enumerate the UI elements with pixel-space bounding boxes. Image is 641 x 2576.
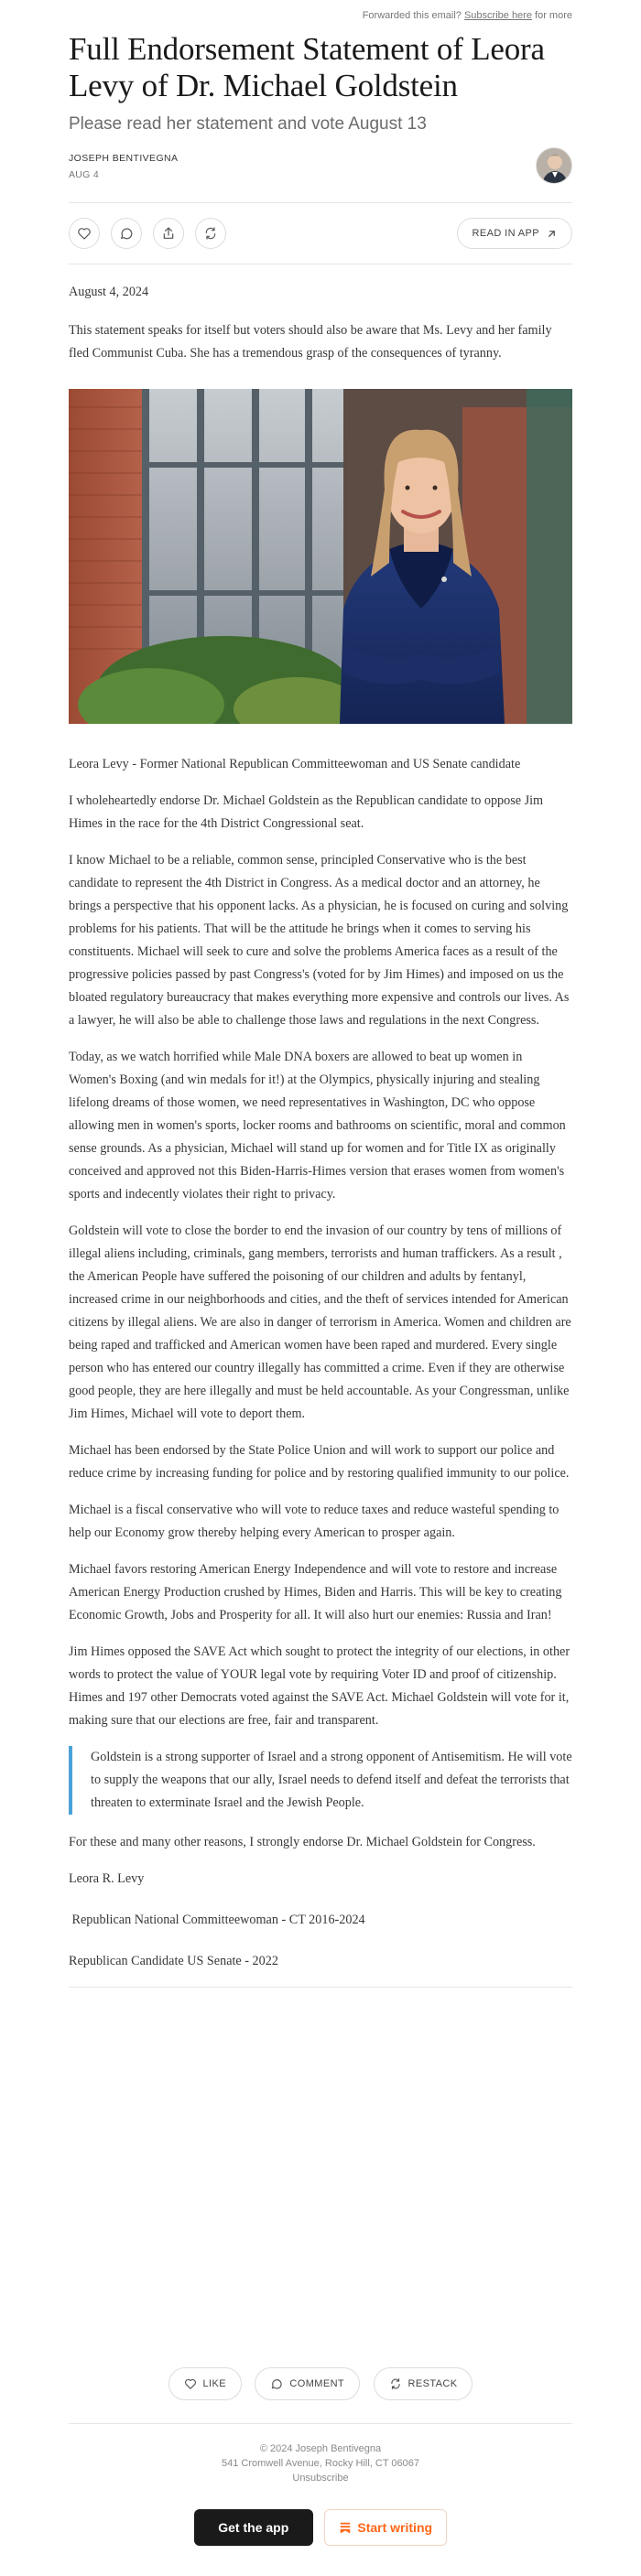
footer-actions <box>0 2367 641 2400</box>
date-line: August 4, 2024 <box>69 285 149 299</box>
portrait-image <box>69 389 572 724</box>
photo-caption: Leora Levy - Former National Republican Committeewoman and US Senate candidate <box>69 757 521 771</box>
post-subtitle: Please read her statement and vote August 13 <box>69 114 427 134</box>
paragraph: For these and many other reasons, I strongly endorse Dr. Michael Goldstein for Congress. <box>69 1835 536 1849</box>
paragraph: Michael favors restoring American Energy Independence and will vote to restore and increase American Energy Production crushed by Himes, Biden and Harris. This will be key to creating Economic Growth, Jobs and Prosperity for all. It will also hurt our enemies: Russia and Iran! <box>69 1562 562 1622</box>
signature-candidate: Republican Candidate US Senate - 2022 <box>69 1954 278 1968</box>
heart-icon <box>77 226 92 241</box>
start-writing-label: Start writing <box>357 2520 433 2535</box>
post-title[interactable]: Full Endorsement Statement of Leora Levy of Dr. Michael Goldstein <box>69 31 545 103</box>
paragraph: Jim Himes opposed the SAVE Act which sought to protect the integrity of our elections, in other words to protect the value of YOUR legal vote by requiring Voter ID and proof of citizenship. Himes and 197 other Democrats voted against the SAVE Act. Michael Goldstein will vote for it, making sure that our elections are free, fair and transparent. <box>69 1644 570 1728</box>
portrait-photo[interactable] <box>69 389 572 724</box>
substack-logo-icon <box>339 2521 352 2534</box>
author-name[interactable]: JOSEPH BENTIVEGNA <box>69 153 179 164</box>
footer-comment-button[interactable] <box>255 2367 360 2400</box>
paragraph: Today, as we watch horrified while Male DNA boxers are allowed to beat up women in Women's Boxing (and win medals for it!) at the Olympics, physically injuring and stealing lifelong dreams of those women, we need representatives in Washington, DC who oppose allowing men in women's sports, locker rooms and bathrooms on scientific, moral and common sense grounds. As a physician, Michael will stand up for women and for Title IX as originally conceived and approved not this Biden-Harris-Himes version that erases women from women's sports and indecently violates their right to privacy. <box>69 1050 566 1202</box>
post-body <box>69 281 572 1973</box>
avatar[interactable] <box>536 147 572 184</box>
paragraph: I wholeheartedly endorse Dr. Michael Goldstein as the Republican candidate to oppose Jim Himes in the race for the 4th District Congressional seat. <box>69 793 544 831</box>
address: 541 Cromwell Avenue, Rocky Hill, CT 06067 <box>221 2458 420 2469</box>
pull-quote <box>69 1746 572 1815</box>
footer-restack-button[interactable] <box>374 2367 473 2400</box>
restack-button[interactable] <box>195 218 226 249</box>
divider <box>69 2423 572 2424</box>
intro-paragraph: This statement speaks for itself but voters should also be aware that Ms. Levy and her family fled Communist Cuba. She has a tremendous grasp of the consequences of tyranny. <box>69 323 552 361</box>
legal-footer <box>0 2441 641 2485</box>
arrow-up-right-icon <box>547 229 557 239</box>
avatar-image <box>537 148 572 184</box>
signature-name: Leora R. Levy <box>69 1871 145 1886</box>
divider <box>69 1987 572 1988</box>
subscribe-link[interactable]: Subscribe here <box>463 10 532 21</box>
share-icon <box>161 226 176 241</box>
read-in-app-label: READ IN APP <box>472 228 539 239</box>
forwarded-text: Forwarded this email? <box>362 10 462 21</box>
forward-bar <box>69 0 572 24</box>
byline <box>69 153 572 189</box>
post-actions <box>69 203 572 264</box>
like-button[interactable] <box>69 218 100 249</box>
comment-icon <box>119 226 134 241</box>
share-button[interactable] <box>153 218 184 249</box>
comment-icon <box>270 2377 283 2390</box>
read-in-app-button[interactable] <box>457 218 572 249</box>
paragraph: Goldstein will vote to close the border to end the invasion of our country by tens of millions of illegal aliens including, criminals, gang members, terrorists and human traffickers. As a result , the American People have suffered the poisoning of our children and adults by fentanyl, increased crime in our neighborhoods and cities, and the theft of services intended for American citizens by illegal aliens. We are also in danger of terrorism in America. Women and children are being raped and trafficked and American women have been raped and murdered. Every single person who has entered our country illegally has committed a crime. Even if they are otherwise good people, they are here illegally and must be held accountable. As your Congressman, unlike Jim Himes, Michael will vote to deport them. <box>69 1223 571 1421</box>
cta-bar <box>0 2509 641 2546</box>
unsubscribe-link[interactable]: Unsubscribe <box>292 2473 349 2484</box>
footer-like-button[interactable] <box>168 2367 242 2400</box>
quote-text: Goldstein is a strong supporter of Israel and a strong opponent of Antisemitism. He will vote to supply the weapons that our ally, Israel needs to defend itself and defeat the terrorists that threaten to exterminate Israel and the Jewish People. <box>91 1750 572 1810</box>
get-app-button[interactable]: Get the app <box>194 2509 313 2546</box>
restack-icon <box>389 2377 402 2390</box>
paragraph: Michael is a fiscal conservative who will vote to reduce taxes and reduce wasteful spending to help our Economy grow thereby helping every American to prosper again. <box>69 1503 560 1540</box>
restack-label: RESTACK <box>407 2378 458 2389</box>
for-more-text: for more <box>535 10 572 21</box>
comment-button[interactable] <box>111 218 142 249</box>
post-container <box>69 0 572 1988</box>
comment-label: COMMENT <box>289 2378 345 2389</box>
post-date: AUG 4 <box>69 169 100 180</box>
paragraph: Michael has been endorsed by the State Police Union and will work to support our police and reduce crime by increasing funding for police and by restoring qualified immunity to our police. <box>69 1443 570 1481</box>
paragraph: I know Michael to be a reliable, common sense, principled Conservative who is the best candidate to represent the 4th District in Congress. As a medical doctor and an attorney, he brings a perspective that his opponent lacks. As a physician, he is focused on curing and solving problems for his patients. That will be the attitude he brings when it comes to serving his constituents. Michael will seek to cure and solve the problems America faces as a result of the progressive policies passed by past Congress's (voted for by Jim Himes) and imposed on us the bloated regulatory bureaucracy that makes everything more expensive and controls our lives. As a lawyer, he will also be able to challenge those laws and regulations in the next Congress. <box>69 853 570 1028</box>
signature-title: Republican National Committeewoman - CT 2016-2024 <box>69 1913 365 1927</box>
heart-icon <box>184 2377 197 2390</box>
restack-icon <box>203 226 218 241</box>
like-label: LIKE <box>202 2378 226 2389</box>
start-writing-button[interactable] <box>324 2509 447 2546</box>
copyright: © 2024 Joseph Bentivegna <box>259 2443 382 2454</box>
